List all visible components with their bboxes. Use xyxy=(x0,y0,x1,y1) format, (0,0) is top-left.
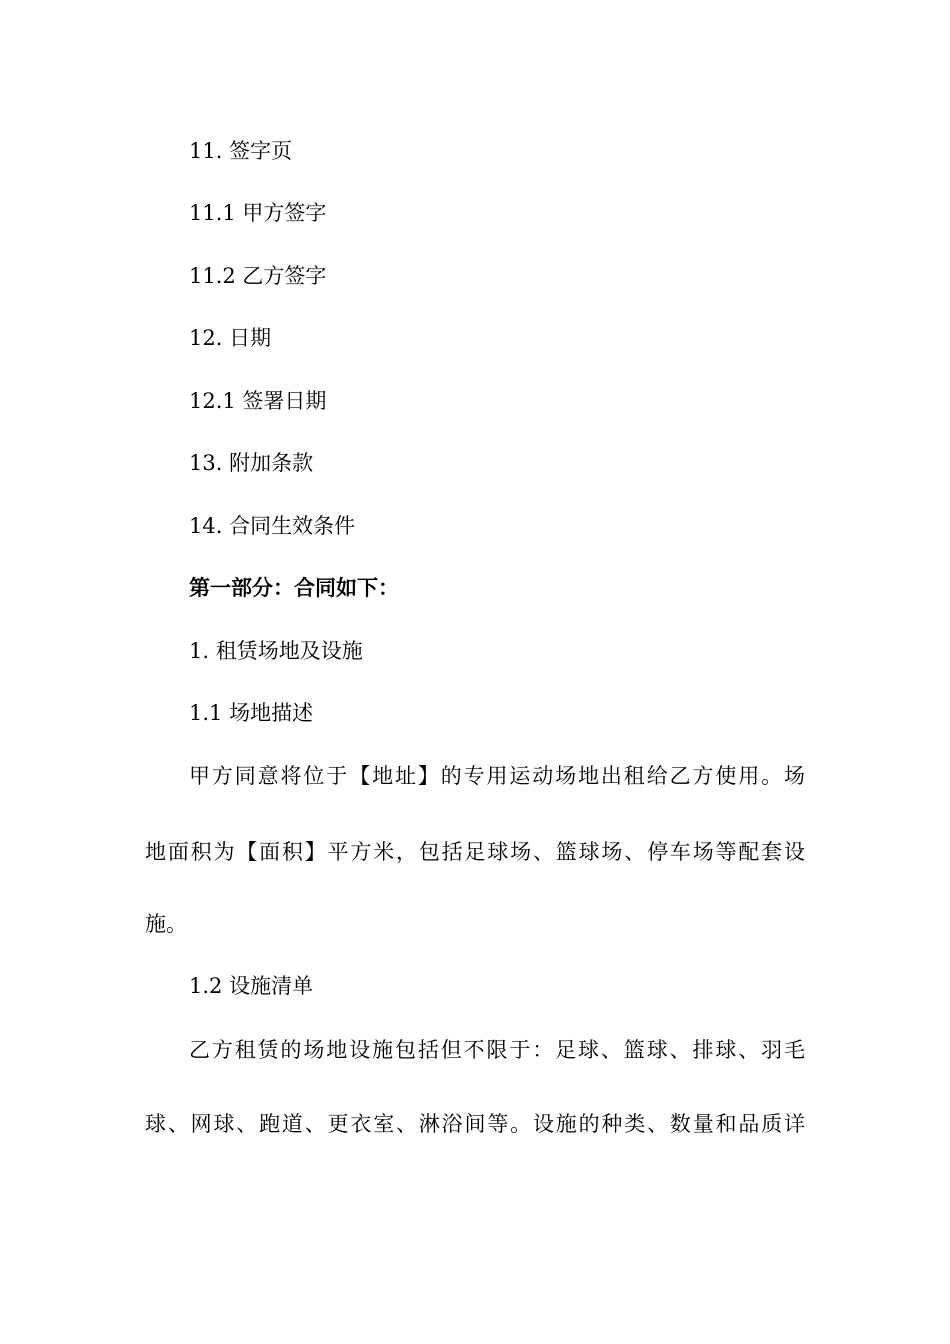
paragraph-line: 球、网球、跑道、更衣室、淋浴间等。设施的种类、数量和品质详 xyxy=(145,1112,805,1136)
section-1-2-title: 1.2 设施清单 xyxy=(189,974,314,998)
toc-item-effective-conditions: 14. 合同生效条件 xyxy=(189,514,356,538)
paragraph-line: 乙方租赁的场地设施包括但不限于：足球、篮球、排球、羽毛 xyxy=(189,1038,805,1062)
toc-item-date: 12. 日期 xyxy=(189,326,272,350)
section-1-1-title: 1.1 场地描述 xyxy=(189,701,314,725)
part-heading: 第一部分：合同如下： xyxy=(189,575,399,600)
toc-item-party-b-signature: 11.2 乙方签字 xyxy=(189,264,327,288)
paragraph-line: 甲方同意将位于【地址】的专用运动场地出租给乙方使用。场 xyxy=(189,764,805,788)
toc-item-signing-date: 12.1 签署日期 xyxy=(189,389,327,413)
toc-item-signature-page: 11. 签字页 xyxy=(189,139,293,163)
toc-item-additional-terms: 13. 附加条款 xyxy=(189,451,314,475)
toc-item-party-a-signature: 11.1 甲方签字 xyxy=(189,201,327,225)
paragraph-line: 施。 xyxy=(145,912,187,936)
section-1-title: 1. 租赁场地及设施 xyxy=(189,639,363,663)
paragraph-line: 地面积为【面积】平方米，包括足球场、篮球场、停车场等配套设 xyxy=(145,840,805,864)
